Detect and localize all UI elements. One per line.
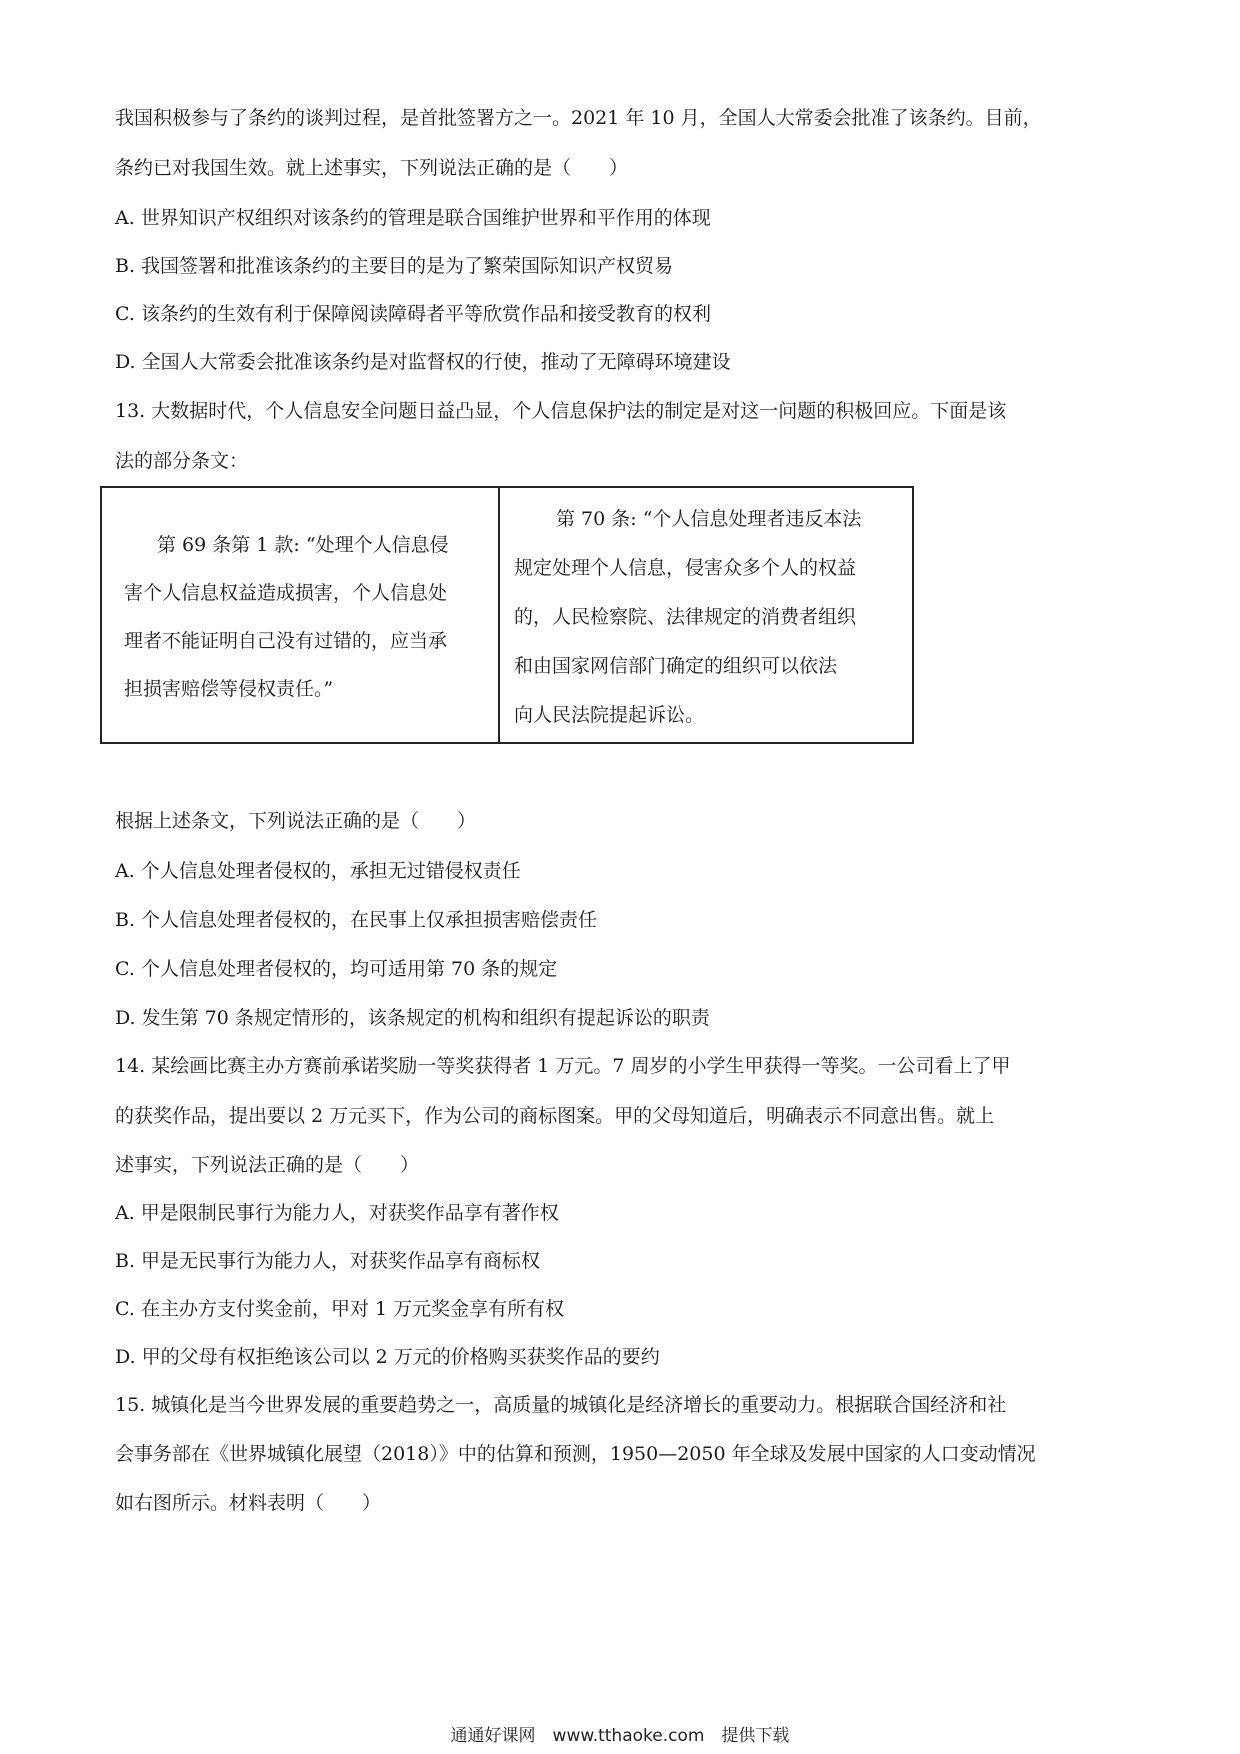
q13-stem-line-1: 13. 大数据时代，个人信息安全问题日益凸显，个人信息保护法的制定是对这一问题的积极回应。下面是该 [115,400,1007,422]
article-69-cell [102,488,500,742]
q13-option-a: A. 个人信息处理者侵权的，承担无过错侵权责任 [115,860,521,882]
article-70-cell [500,488,912,742]
article-70-line-3: 的，人民检察院、法律规定的消费者组织 [514,606,857,628]
q15-stem-line-3: 如右图所示。材料表明（ ） [115,1492,382,1514]
q14-stem-line-1: 14. 某绘画比赛主办方赛前承诺奖励一等奖获得者 1 万元。7 周岁的小学生甲获得一等奖。一公司看上了甲 [115,1055,1011,1077]
q12-option-d: D. 全国人大常委会批准该条约是对监督权的行使，推动了无障碍环境建设 [115,351,731,373]
q14-option-a: A. 甲是限制民事行为能力人，对获奖作品享有著作权 [115,1202,559,1224]
q12-option-b: B. 我国签署和批准该条约的主要目的是为了繁荣国际知识产权贸易 [115,255,674,277]
article-70-line-2: 规定处理个人信息，侵害众多个人的权益 [514,557,857,579]
q15-stem-line-1: 15. 城镇化是当今世界发展的重要趋势之一，高质量的城镇化是经济增长的重要动力。根据联合国经济和社 [115,1394,1007,1416]
q13-question: 根据上述条文，下列说法正确的是（ ） [115,810,477,832]
q12-option-a: A. 世界知识产权组织对该条约的管理是联合国维护世界和平作用的体现 [115,207,711,229]
q12-stem-line-2: 条约已对我国生效。就上述事实，下列说法正确的是（ ） [115,157,629,179]
q14-option-c: C. 在主办方支付奖金前，甲对 1 万元奖金享有所有权 [115,1298,565,1320]
q13-option-d: D. 发生第 70 条规定情形的，该条规定的机构和组织有提起诉讼的职责 [115,1007,710,1029]
law-articles-table [100,486,914,744]
q12-stem-line-1: 我国积极参与了条约的谈判过程，是首批签署方之一。2021 年 10 月，全国人大常委会批准了该条约。目前， [115,107,1042,129]
q14-stem-line-2: 的获奖作品，提出要以 2 万元买下，作为公司的商标图案。甲的父母知道后，明确表示不同意出售。就上 [115,1105,995,1127]
q13-option-b: B. 个人信息处理者侵权的，在民事上仅承担损害赔偿责任 [115,909,598,931]
q14-stem-line-3: 述事实，下列说法正确的是（ ） [115,1154,420,1176]
q14-option-d: D. 甲的父母有权拒绝该公司以 2 万元的价格购买获奖作品的要约 [115,1346,660,1368]
page-footer: 通通好课网 www.tthaoke.com 提供下载 [450,1726,790,1746]
q12-option-c: C. 该条约的生效有利于保障阅读障碍者平等欣赏作品和接受教育的权利 [115,303,711,325]
q13-option-c: C. 个人信息处理者侵权的，均可适用第 70 条的规定 [115,958,558,980]
article-69-line-1: 第 69 条第 1 款: “处理个人信息侵 [157,534,449,556]
q15-stem-line-2: 会事务部在《世界城镇化展望（2018）》中的估算和预测，1950—2050 年全球及发展中国家的人口变动情况 [115,1443,1036,1465]
article-69-line-4: 担损害赔偿等侵权责任。” [124,678,334,700]
article-70-line-4: 和由国家网信部门确定的组织可以依法 [514,655,838,677]
article-70-line-1: 第 70 条: “个人信息处理者违反本法 [556,508,862,530]
article-69-line-3: 理者不能证明自己没有过错的，应当承 [124,630,448,652]
q13-stem-line-2: 法的部分条文： [115,450,249,472]
q14-option-b: B. 甲是无民事行为能力人，对获奖作品享有商标权 [115,1250,541,1272]
article-70-line-5: 向人民法院提起诉讼。 [514,704,705,726]
article-69-line-2: 害个人信息权益造成损害，个人信息处 [124,582,448,604]
